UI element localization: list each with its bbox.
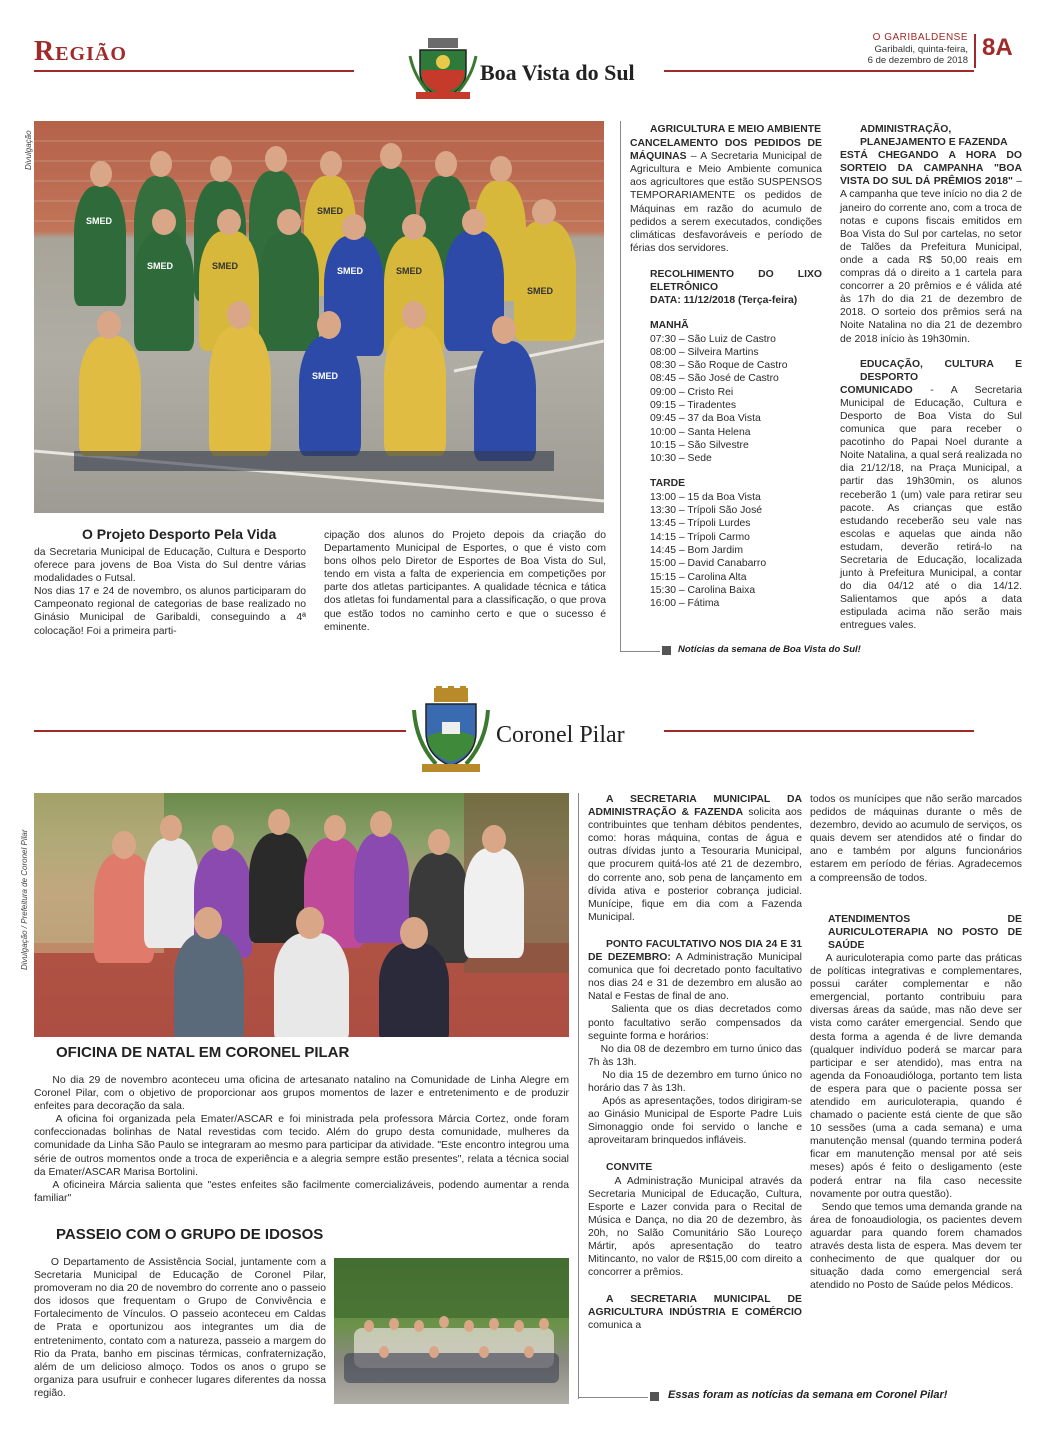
agri-paragraph — [630, 137, 825, 255]
page-divider — [974, 34, 976, 68]
auric-heading: ATENDIMENTOS DE AURICULOTERAPIA NO POSTO DE SAÚDE — [828, 913, 1025, 951]
shirt-label: SMED — [337, 266, 364, 276]
photo-credit-coronel: Divulgação / Prefeitura de Coronel Pilar — [20, 829, 29, 970]
boa-vista-footer: Notícias da semana de Boa Vista do Sul! — [678, 644, 861, 655]
edu-heading: EDUCAÇÃO, CULTURA E DESPORTO — [860, 358, 1025, 383]
shirt-label: SMED — [317, 206, 344, 216]
schedule-item: 15:00 – David Canabarro — [650, 558, 767, 570]
christmas-workshop-photo — [34, 793, 569, 1037]
agri-heading-coronel: A SECRETARIA MUNICIPAL DE AGRICULTURA INDÚSTRIA E COMÉRCIO — [588, 1294, 805, 1319]
fazenda-heading: A SECRETARIA MUNICIPAL DA ADMINISTRAÇÃO & FAZENDA — [588, 794, 805, 819]
morning-label: MANHÃ — [650, 320, 689, 332]
adm-heading: ADMINISTRAÇÃO, PLANEJAMENTO E FAZENDA — [860, 124, 1008, 149]
col4-text: todos os munícipes que não serão marcados pedidos de máquinas durante o mês de dezembro, devido ao acumulo de serviços, os quais devem ser atendidos até o findar do ano e também por alguns funcionários estarem em período de férias. Agradecemos a compreensão de todos. — [810, 794, 1025, 884]
newspaper-name: O GARIBALDENSE — [872, 32, 968, 43]
schedule-item: 16:00 – Fátima — [650, 598, 720, 610]
article-body-col1: da Secretaria Municipal de Educação, Cultura e Desporto oferece para jovens de Boa Vista do Sul dentre várias modalidades o Futsal. Nos dias 17 e 24 de novembro, os alunos participaram do Campeonato regional de categorias de base realizado no Ginásio Municipal de Garibaldi, conseguindo a 4ª colocação! Foi a primeira parti- — [34, 547, 306, 637]
footer-rule — [620, 651, 660, 652]
schedule-item: 07:30 – São Luiz de Castro — [650, 333, 776, 345]
oficina-body: No dia 29 de novembro aconteceu uma oficina de artesanato natalino na Comunidade de Linha Alegre em Coronel Pilar, com o objetivo de proporcionar aos grupos momentos de lazer e entretenimento e de produzir enfeites para decoração da sala. A oficina foi organizada pela Emater/ASCAR e foi ministrada pela professora Márcia Cortez, onde foram confeccionadas bolinhas de Natal revestidas com tecido. Além do grupo desta comunidade, mulheres da comunidade da Linha São Paulo se integraram ao mesmo para participar da atividade. "Este encontro integrou uma série de outros momentos onde a troca de experiência e a alegria sempre estão presentes", relata a técnica social da Emater/ASCAR Marisa Bortolini. A oficineira Márcia salienta que "estes enfeites são facilmente comercializáveis, podendo aumentar a renda familiar" — [34, 1075, 569, 1204]
fazenda-column — [588, 793, 805, 1333]
futsal-team-photo — [34, 121, 604, 513]
shirt-label: SMED — [527, 286, 554, 296]
coronel-pilar-title: Coronel Pilar — [496, 722, 625, 748]
ponto-paragraph — [588, 938, 805, 1148]
afternoon-label: TARDE — [650, 478, 686, 490]
schedule-item: 08:00 – Silveira Martins — [650, 346, 759, 358]
adm-text: – A campanha que teve início no dia 2 de janeiro do corrente ano, com a troca de notas e cupons fiscais emitidos em Boa Vista do Sul por cartelas, no setor de Talões da Prefeitura Municipal, onde a cada R$ 50,00 reais em compras dá o direito a 1 cartela para concorrer a 20 prêmios e é válida até às 17h do dia 21 de dezembro de 2018. O sorteio dos prêmios será na Noite Natalina no dia 21 de dezembro de 2018 início às 19h30min. — [840, 176, 1025, 345]
footer-rule — [578, 1397, 648, 1398]
schedule-item: 15:30 – Carolina Baixa — [650, 584, 756, 596]
adm-column — [840, 123, 1025, 633]
boa-vista-title: Boa Vista do Sul — [480, 60, 635, 85]
agri-paragraph-coronel — [588, 1293, 805, 1332]
coronel-pilar-crest-icon — [410, 686, 492, 774]
adm-paragraph — [840, 149, 1025, 345]
afternoon-schedule — [630, 477, 822, 610]
schedule-item: 10:15 – São Silvestre — [650, 439, 749, 451]
shirt-label: SMED — [312, 371, 339, 381]
schedule-item: 09:45 – 37 da Boa Vista — [650, 413, 761, 425]
auric-column — [810, 793, 1025, 1292]
schedule-item: 08:30 – São Roque de Castro — [650, 360, 788, 372]
lixo-heading: RECOLHIMENTO DO LIXO ELETRÔNICO — [650, 268, 825, 294]
schedule-item: 10:30 – Sede — [650, 453, 712, 465]
schedule-item: 10:00 – Santa Helena — [650, 426, 751, 438]
passeio-body: O Departamento de Assistência Social, juntamente com a Secretaria Municipal de Educação de Coronel Pilar, promoveram no dia 20 de novembro do corrente ano o passeio dos idosos que frequentam o Grupo de Convivência e Fortalecimento de Vínculos. O passeio aconteceu em Caldas de Prata e oportunizou aos integrantes um dia de entretenimento, contato com a natureza, passeio a margem do Rio da Prata, banho em piscinas térmicas, confraternização, além de um delicioso almoço. Todos os anos o grupo se organiza para usufruir e conhecer lugares diferentes da nossa região. — [34, 1257, 329, 1399]
shirt-label: SMED — [396, 266, 423, 276]
convite-text: A Administração Municipal através da Secretaria Municipal de Educação, Cultura, Esporte e Lazer convida para o Recital de Música e Dança, no dia 20 de dezembro, às 20h, no Salão Comunitário São Loureço Mártir, após apresentação do teatro Mitincanto, no valor de R$15,00 com direito a concorrer a prêmios. — [588, 1175, 805, 1279]
schedule-item: 09:15 – Tiradentes — [650, 400, 737, 411]
page-number: 8A — [982, 34, 1013, 61]
schedule-item: 13:30 – Trípoli São José — [650, 505, 763, 517]
article-title-desporto: O Projeto Desporto Pela Vida — [82, 526, 277, 542]
schedule-item: 15:15 – Carolina Alta — [650, 571, 747, 583]
edu-text: - A Secretaria Municipal de Educação, Cultura e Desporto de Boa Vista do Sul comunica que para receber o pacotinho do Papai Noel durante a Noite Natalina, a qual será realizada no dia 21/12/18, na Praça Municipal, a partir das 19h30min, os alunos receberão 1 (um) vale para retirar seu pacote. As crianças que estão estudando receberão seu vale nas escolas e aquelas que ainda não estudam, deverão retirá-lo na Secretaria de Educação, localizada junto à Prefeitura Municipal, a contar do dia 04/12 até o dia 14/12. Salientamos que após a data estipulada acima não serão mais entregues vales. — [840, 384, 1025, 632]
section-rule-right — [664, 730, 974, 732]
coronel-footer: Essas foram as notícias da semana em Coronel Pilar! — [668, 1389, 948, 1401]
schedule-item: 14:15 – Trípoli Carmo — [650, 531, 750, 543]
morning-schedule — [630, 319, 822, 465]
agri-text: – A Secretaria Municipal de Agricultura e Meio Ambiente comunica aos agricultores que estão SUSPENSOS TEMPORARIAMENTE os pedidos de Máquinas em razão do acumulo de pedidos a serem executados, condições climáticas desfavoráveis e período de férias dos servidores. — [630, 151, 825, 254]
schedule-item: 08:45 – São José de Castro — [650, 373, 779, 385]
lixo-date: DATA: 11/12/2018 (Terça-feira) — [650, 295, 798, 307]
schedule-item: 13:45 – Trípoli Lurdes — [650, 518, 751, 530]
date-line-1: Garibaldi, quinta-feira, — [874, 44, 968, 55]
oficina-title: OFICINA DE NATAL EM CORONEL PILAR — [56, 1044, 350, 1061]
agri-text-coronel: comunica a — [588, 1307, 805, 1332]
auric-text: A auriculoterapia como parte das práticas de políticas integrativas e complementares, possui caráter complementar e não emergencial, portanto contribuiu para diversas áreas da saúde, mas não deve ser vista como caráter emergencial. Sendo que desta forma a agenda é de livre demanda (qualquer indivíduo poderá se marcar para participar e ser atendido), mas entra na agenda da Fonoaudióloga, portanto tem lista de espera para que o paciente possa ser atendido em auriculoterapia, quando é chamado o paciente está ciente de que são 10 sessões (uma a cada semana) e uma manutenção mensal (quando termina poderá ficar em manutenção mensal por até seis meses) após é feito o desligamento (este poderá entrar na fila caso necessite novamente por outra questão). Sendo que temos uma demanda grande na área de fonoaudiologia, os pacientes devem aguardar para quando forem chamados através desta lista de espera. Mas devem ter conhecimento de que qualquer dor ou situação dada como emergencial será atendido no Posto de Saúde pelos Médicos. — [810, 952, 1023, 1292]
fazenda-text: solicita aos contribuintes que tenham débitos pendentes, como: horas máquina, contas de água e outras dívidas junto a Tesouraria Municipal, que procurem quitá-los até 21 de dezembro, do corrente ano, sob pena de lançamento em dívida ativa e posterior cobrança judicial. Munícipe, fique em dia com a Fazenda Municipal. — [588, 807, 805, 923]
photo-credit-boa-vista: Divulgação — [24, 130, 33, 170]
footer-square-icon — [662, 646, 671, 655]
schedule-item: 14:45 – Bom Jardim — [650, 544, 743, 556]
ponto-heading: PONTO FACULTATIVO NOS DIA 24 E 31 DE DEZEMBRO: — [588, 938, 805, 964]
section-rule-left — [34, 730, 406, 732]
schedule-item: 09:00 – Cristo Rei — [650, 386, 734, 398]
elderly-group-photo — [334, 1258, 569, 1404]
section-title: Região — [34, 36, 127, 67]
shirt-label: SMED — [86, 216, 113, 226]
column-rule — [578, 793, 579, 1399]
edu-paragraph — [840, 384, 1025, 633]
schedule-item: 13:00 – 15 da Boa Vista — [650, 491, 761, 503]
agri-heading: AGRICULTURA E MEIO AMBIENTE — [650, 124, 822, 135]
convite-heading: CONVITE — [606, 1162, 653, 1174]
shirt-label: SMED — [212, 261, 239, 271]
agri-subheading: CANCELAMENTO DOS PEDIDOS DE MÁQUINAS — [630, 138, 825, 163]
edu-subheading: COMUNICADO — [840, 384, 913, 396]
date-line-2: 6 de dezembro de 2018 — [867, 55, 968, 66]
header-rule-left — [34, 70, 354, 72]
header-rule-right — [664, 70, 974, 72]
boa-vista-crest-icon — [408, 36, 478, 102]
agri-column — [630, 123, 825, 610]
adm-subheading: ESTÁ CHEGANDO A HORA DO SORTEIO DA CAMPANHA "BOA VISTA DO SUL DÁ PRÊMIOS 2018" — [840, 150, 1025, 188]
shirt-label: SMED — [147, 261, 174, 271]
footer-square-icon — [650, 1392, 659, 1401]
column-rule — [620, 121, 621, 651]
article-body-col2: cipação dos alunos do Projeto depois da criação do Departamento Municipal de Esportes, o que é visto com bons olhos pelo Diretor de Esportes de Boa Vista do Sul, tendo em vista a falta de experiencia em competições por parte dos atletas participantes. A qualidade técnica e tática dos atletas foi fundamental para a classificação, o que prova que estão todos no caminho certo e que o sucesso é eminente. — [324, 530, 609, 633]
fazenda-paragraph — [588, 793, 805, 924]
ponto-text: A Administração Municipal comunica que foi decretado ponto facultativo nos dias 24 e 31 de dezembro em alusão ao Natal e Festas de final de ano. Salienta que os dias decretados como ponto facultativo serão compensados da seguinte forma e horários: No dia 08 de dezembro em turno único das 7h às 13h. No dia 15 de dezembro em turno único no horário das 7 às 13h. Após as apresentações, todos dirigiram-se ao Ginásio Municipal de Esporte Padre Luis Simonaggio onde foi servido o lanche e aproveitaram brinquedos infláveis. — [588, 952, 802, 1147]
passeio-title: PASSEIO COM O GRUPO DE IDOSOS — [56, 1226, 324, 1243]
